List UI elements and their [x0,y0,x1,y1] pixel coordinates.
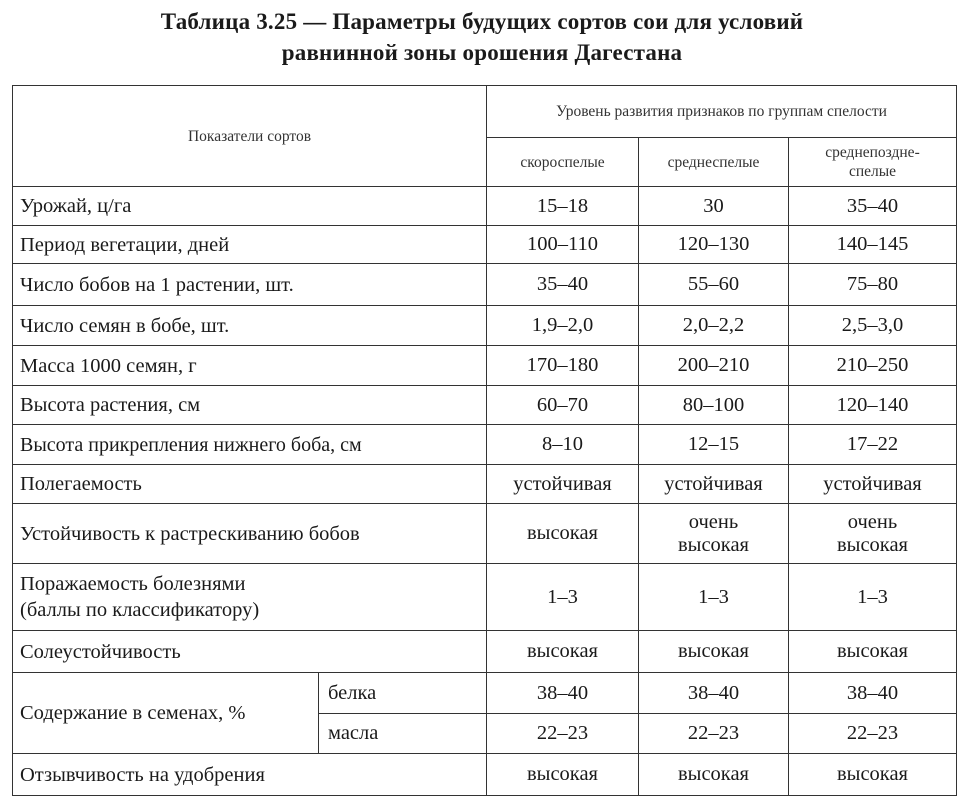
header-group-midlate [789,138,957,187]
cell-early: высокая [487,754,639,796]
cell-mid-line1: очень [688,510,739,533]
table-row [13,226,957,264]
table-row [13,631,957,673]
header-indicators: Показатели сортов [13,86,487,187]
row-label: Период вегетации, дней [13,226,487,264]
cell-mid: 80–100 [639,386,789,425]
cell-mid: высокая [639,754,789,796]
cell-mid: высокая [639,631,789,673]
header-group-early: скороспелые [487,138,639,187]
cell-midlate: 120–140 [789,386,957,425]
row-label: Устойчивость к растрескиванию бобов [13,504,487,564]
cell-midlate: 22–23 [789,714,957,754]
row-label-line2: (баллы по классификатору) [20,599,260,621]
cell-midlate: 75–80 [789,264,957,306]
row-sublabel: масла [319,714,487,754]
row-label: Масса 1000 семян, г [13,346,487,386]
row-label: Солеустойчивость [13,631,487,673]
table-row [13,465,957,504]
cell-midlate: 140–145 [789,226,957,264]
cell-midlate [789,504,957,564]
table-title [0,6,964,68]
header-group-mid: среднеспелые [639,138,789,187]
table-row [13,504,957,564]
cell-early [487,504,639,564]
title-line-2: равнинной зоны орошения Дагестана [281,40,683,65]
table-row [13,673,957,714]
cell-mid-line2: высокая [678,533,749,556]
cell-mid: устойчивая [639,465,789,504]
cell-midlate: 35–40 [789,187,957,226]
cell-midlate-line1: очень [847,510,898,533]
cell-mid: 120–130 [639,226,789,264]
cell-early: 8–10 [487,425,639,465]
soy-parameters-table [12,85,957,796]
cell-mid [639,504,789,564]
row-label: Высота растения, см [13,386,487,425]
cell-mid: 1–3 [639,564,789,631]
cell-midlate: высокая [789,754,957,796]
cell-midlate: высокая [789,631,957,673]
cell-mid: 22–23 [639,714,789,754]
row-label [13,564,487,631]
header-group-midlate-line2: спелые [848,163,897,180]
title-line-1: Таблица 3.25 — Параметры будущих сортов сои для условий [160,9,804,34]
cell-midlate: 2,5–3,0 [789,306,957,346]
cell-mid: 12–15 [639,425,789,465]
table-row [13,264,957,306]
row-label: Число семян в бобе, шт. [13,306,487,346]
cell-early: 22–23 [487,714,639,754]
cell-early-line1: высокая [527,522,598,544]
table-row [13,386,957,425]
cell-mid: 2,0–2,2 [639,306,789,346]
row-label: Высота прикрепления нижнего боба, см [13,425,487,465]
header-group-midlate-line1: среднепоздне- [825,144,920,161]
cell-early: 38–40 [487,673,639,714]
row-label-line1: Поражаемость болезнями [20,573,246,595]
header-row-1 [13,86,957,138]
cell-mid: 38–40 [639,673,789,714]
cell-early: 1–3 [487,564,639,631]
cell-early: 15–18 [487,187,639,226]
cell-early: 100–110 [487,226,639,264]
cell-midlate: устойчивая [789,465,957,504]
table-row [13,564,957,631]
table-row [13,346,957,386]
row-label: Содержание в семенах, % [13,673,319,754]
cell-early: 1,9–2,0 [487,306,639,346]
table-row [13,187,957,226]
cell-early: 60–70 [487,386,639,425]
cell-mid: 200–210 [639,346,789,386]
cell-early: устойчивая [487,465,639,504]
table-row [13,306,957,346]
table-row [13,754,957,796]
cell-mid: 55–60 [639,264,789,306]
cell-early: высокая [487,631,639,673]
cell-early: 170–180 [487,346,639,386]
row-label: Урожай, ц/га [13,187,487,226]
cell-midlate: 38–40 [789,673,957,714]
row-label: Полегаемость [13,465,487,504]
cell-midlate: 1–3 [789,564,957,631]
header-group-title: Уровень развития признаков по группам спелости [487,86,957,138]
row-label: Отзывчивость на удобрения [13,754,487,796]
cell-midlate-line2: высокая [837,533,908,556]
row-label: Число бобов на 1 растении, шт. [13,264,487,306]
row-sublabel: белка [319,673,487,714]
cell-mid: 30 [639,187,789,226]
cell-early: 35–40 [487,264,639,306]
table-row [13,425,957,465]
cell-midlate: 210–250 [789,346,957,386]
cell-midlate: 17–22 [789,425,957,465]
